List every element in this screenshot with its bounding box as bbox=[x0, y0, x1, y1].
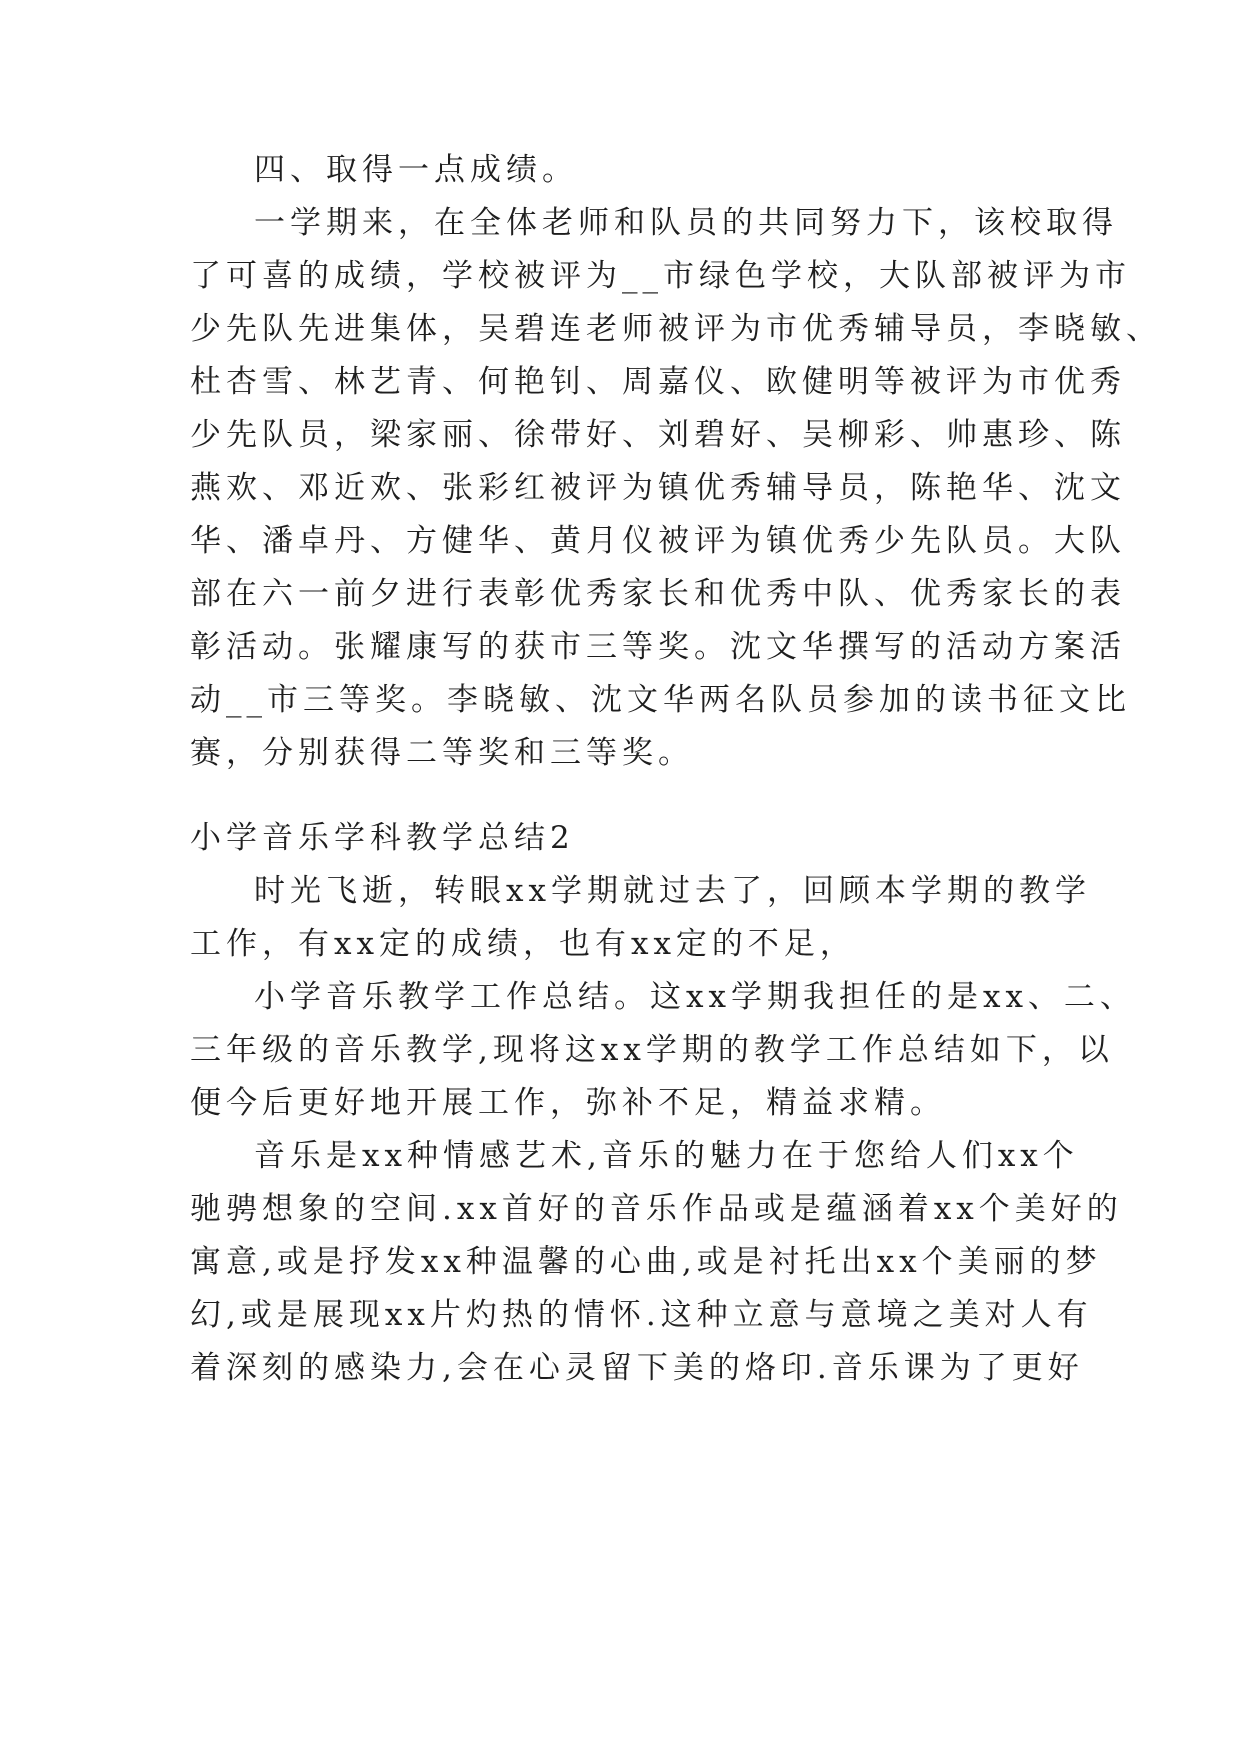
paragraph-line: 部在六一前夕进行表彰优秀家长和优秀中队、优秀家长的表 bbox=[190, 576, 1126, 612]
paragraph-line: 三年级的音乐教学,现将这xx学期的教学工作总结如下，以 bbox=[190, 1032, 1114, 1068]
paragraph-line: 杜杏雪、林艺青、何艳钊、周嘉仪、欧健明等被评为市优秀 bbox=[190, 364, 1126, 400]
paragraph-line: 时光飞逝，转眼xx学期就过去了，回顾本学期的教学 bbox=[254, 873, 1091, 909]
paragraph-line: 小学音乐教学工作总结。这xx学期我担任的是xx、二、 bbox=[254, 979, 1136, 1015]
document-title: 小学音乐学科教学总结2 bbox=[190, 820, 575, 856]
paragraph-line: 燕欢、邓近欢、张彩红被评为镇优秀辅导员，陈艳华、沈文 bbox=[190, 470, 1126, 506]
paragraph-line: 少先队员，梁家丽、徐带好、刘碧好、吴柳彩、帅惠珍、陈 bbox=[190, 417, 1126, 453]
paragraph-line: 一学期来，在全体老师和队员的共同努力下，该校取得 bbox=[254, 205, 1118, 241]
paragraph-line: 寓意,或是抒发xx种温馨的心曲,或是衬托出xx个美丽的梦 bbox=[190, 1244, 1102, 1280]
paragraph-line: 赛，分别获得二等奖和三等奖。 bbox=[190, 735, 694, 771]
paragraph-line: 了可喜的成绩，学校被评为__市绿色学校，大队部被评为市 bbox=[190, 258, 1131, 294]
paragraph-line: 着深刻的感染力,会在心灵留下美的烙印.音乐课为了更好 bbox=[190, 1350, 1084, 1386]
paragraph-line: 彰活动。张耀康写的获市三等奖。沈文华撰写的活动方案活 bbox=[190, 629, 1126, 665]
paragraph-line: 音乐是xx种情感艺术,音乐的魅力在于您给人们xx个 bbox=[254, 1138, 1079, 1174]
paragraph-line: 少先队先进集体，吴碧连老师被评为市优秀辅导员，李晓敏、 bbox=[190, 311, 1162, 347]
paragraph-line: 动__市三等奖。李晓敏、沈文华两名队员参加的读书征文比 bbox=[190, 682, 1131, 718]
section-heading: 四、取得一点成绩。 bbox=[254, 152, 578, 188]
paragraph-line: 华、潘卓丹、方健华、黄月仪被评为镇优秀少先队员。大队 bbox=[190, 523, 1126, 559]
paragraph-line: 工作，有xx定的成绩，也有xx定的不足， bbox=[190, 926, 856, 962]
paragraph-line: 驰骋想象的空间.xx首好的音乐作品或是蕴涵着xx个美好的 bbox=[190, 1191, 1123, 1227]
paragraph-line: 便今后更好地开展工作，弥补不足，精益求精。 bbox=[190, 1085, 946, 1121]
paragraph-line: 幻,或是展现xx片灼热的情怀.这种立意与意境之美对人有 bbox=[190, 1297, 1093, 1333]
